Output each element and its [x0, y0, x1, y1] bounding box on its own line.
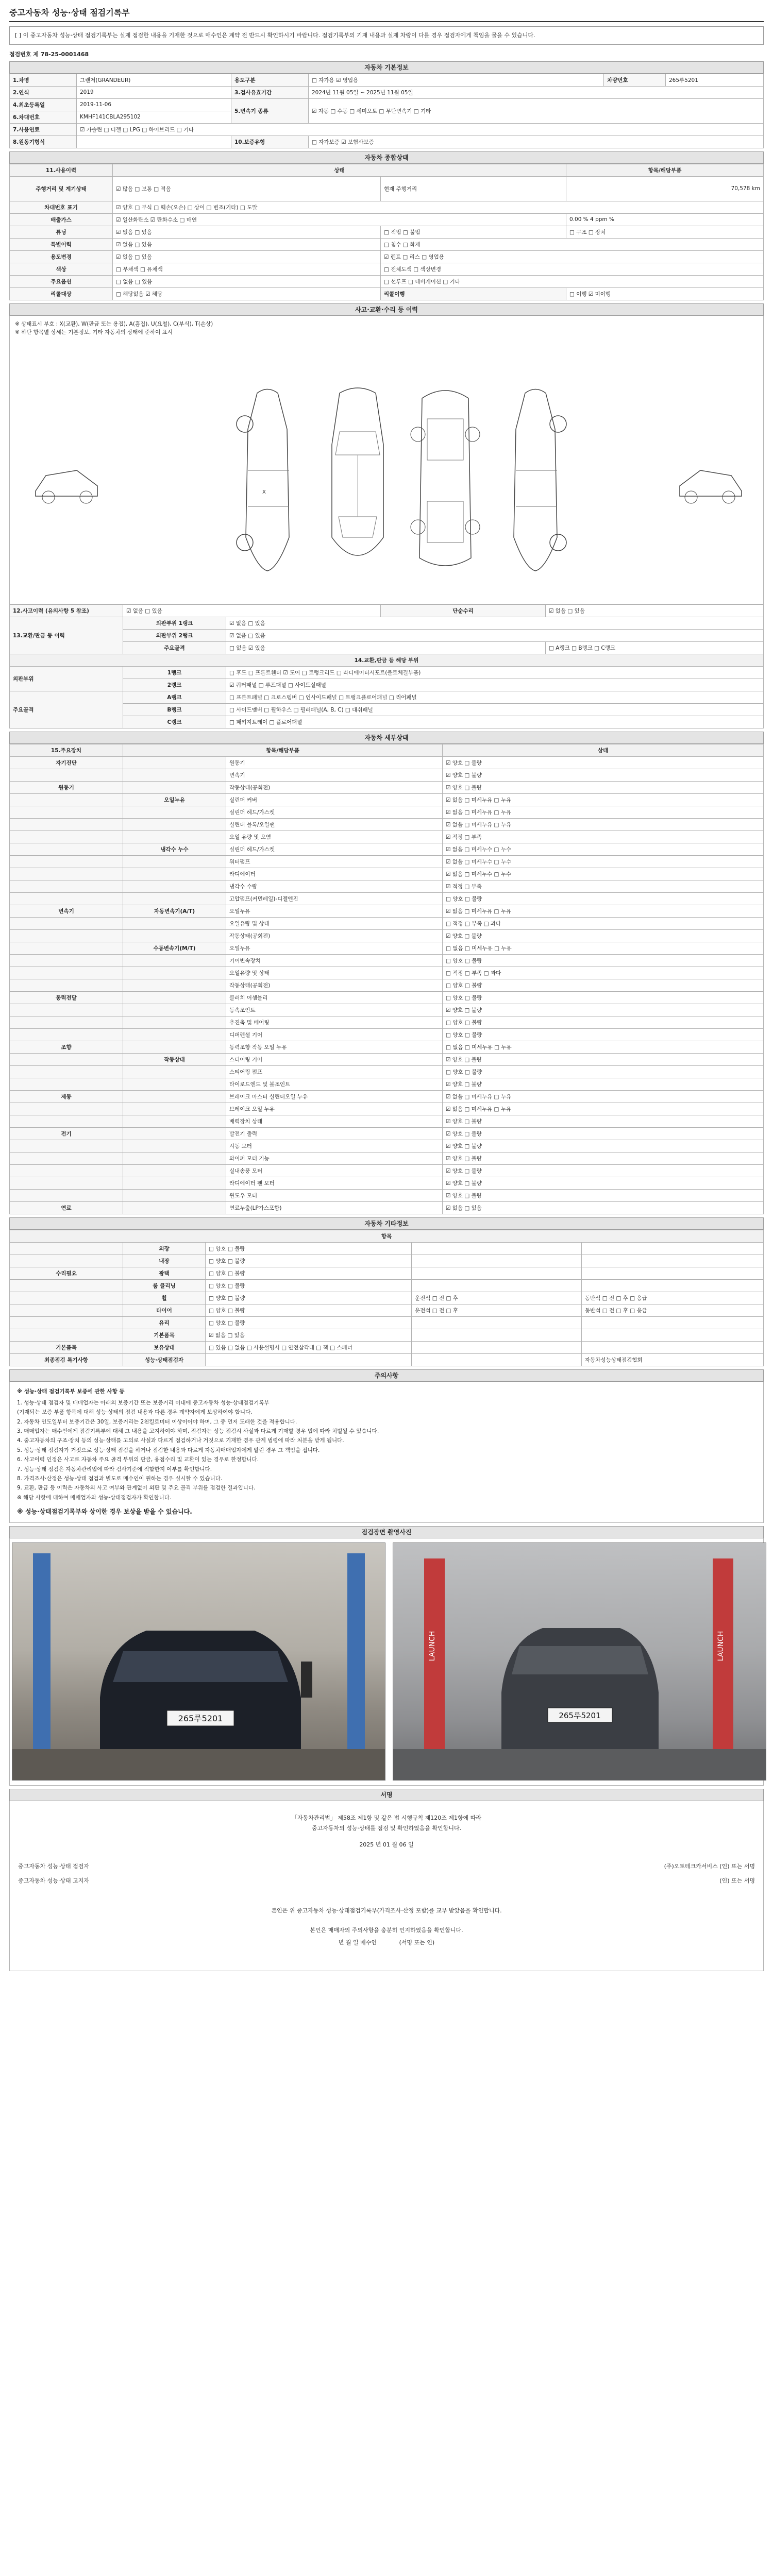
table-row: 14.교환,판금 등 해당 부위 [10, 654, 764, 666]
table-row: 작동상태(공회전) □ 양호 □ 불량 [10, 979, 764, 991]
notes-line: ※ 해당 사항에 대하여 매매업자와 성능·상태점검자가 확인합니다. [17, 1494, 172, 1501]
table-row: 제동 브레이크 마스터 실린더오일 누유 ☑ 없음 □ 미세누유 □ 누유 [10, 1090, 764, 1103]
other-info-table [9, 1230, 764, 1366]
table-row: 수리필요 광택 □ 양호 □ 불량 [10, 1267, 764, 1279]
front-plate: 265루5201 [178, 1714, 223, 1724]
signature-statement-1: 「자동차관리법」 제58조 제1항 및 같은 법 시행규칙 제120조 제1항에 따라 [291, 1815, 482, 1822]
table-row: 라디에이터 팬 모터 ☑ 양호 □ 불량 [10, 1177, 764, 1189]
photo-front [12, 1543, 385, 1781]
table-row: 휠 □ 양호 □ 불량 운전석 □ 전 □ 후 동반석 □ 전 □ 후 □ 응급 [10, 1292, 764, 1304]
document-number-value: 78-25-0001468 [40, 50, 89, 58]
table-row: 자기진단 원동기 ☑ 양호 □ 불량 [10, 756, 764, 769]
table-row: 와이퍼 모터 기능 ☑ 양호 □ 불량 [10, 1152, 764, 1164]
table-row: 주요골격 A랭크 □ 프론트패널 □ 크로스멤버 □ 인사이드패널 □ 트렁크플로어패널 □ 리어패널 [10, 691, 764, 703]
overall-state-table [9, 164, 764, 300]
basic-info-table [9, 74, 764, 148]
car-profile-left-icon [30, 455, 103, 512]
section-basic-info: 자동차 기본정보 [9, 61, 764, 74]
table-row: 디퍼렌셜 기어 □ 양호 □ 불량 [10, 1028, 764, 1041]
signature-box [9, 1801, 764, 1971]
dealer-signature[interactable]: (인) 또는 서명 [719, 1877, 755, 1885]
photo-rear-illustration [393, 1543, 766, 1781]
car-right-view [494, 383, 577, 579]
table-row: 변속기 자동변속기(A/T) 오일누유 ☑ 없음 □ 미세누유 □ 누유 [10, 905, 764, 917]
table-row: 7.사용연료 ☑ 가솔린 □ 디젤 □ LPG □ 하이브리드 □ 기타 [10, 123, 764, 135]
table-row: 타이로드엔드 및 볼조인트 ☑ 양호 □ 불량 [10, 1078, 764, 1090]
table-row: 12.사고이력 (유의사항 5 참조) ☑ 없음 □ 있음 단순수리 ☑ 없음 □ 있음 [10, 604, 764, 617]
car-top-view [319, 383, 396, 579]
table-row: 외판부위 2랭크 ☑ 없음 □ 있음 [10, 629, 764, 641]
table-row: 기본품목 ☑ 없음 □ 있음 [10, 1329, 764, 1341]
signature-statement-2: 중고자동차의 성능·상태를 점검 및 확인하였음을 확인합니다. [311, 1825, 462, 1832]
accident-history-table [9, 604, 764, 728]
document-title: 중고자동차 성능·상태 점검기록부 [9, 2, 764, 22]
car-bottom-view [407, 383, 484, 579]
document-number [9, 50, 764, 58]
table-row: 연료 연료누출(LP가스포함) ☑ 없음 □ 있음 [10, 1201, 764, 1214]
buyer-date: 년 월 일 매수인 [338, 1939, 377, 1946]
table-row: 조향 동력조향 작동 오일 누유 □ 없음 □ 미세누유 □ 누유 [10, 1041, 764, 1053]
table-row: 변속기 ☑ 양호 □ 불량 [10, 769, 764, 781]
table-row: 배출가스 ☑ 일산화탄소 ☑ 탄화수소 □ 매연 0.00 % 4 ppm % [10, 213, 764, 226]
table-header-row: 11.사용이력 상태 항목/해당부품 [10, 164, 764, 176]
table-row: 기어변속장치 □ 양호 □ 불량 [10, 954, 764, 967]
table-row: 주요골격 □ 없음 ☑ 있음 □ A랭크 □ B랭크 □ C랭크 [10, 641, 764, 654]
notes-line: 4. 중고자동차의 구조·장치 등의 성능·상태를 고의로 사실과 다르게 점검하거나 거짓으로 기재한 경우 관계 법령에 따라 처분을 받게 됩니다. [17, 1437, 344, 1444]
notes-line: 9. 교환, 판금 등 이력은 자동차의 사고 여부와 관계없이 외판 및 주요 골격 부위를 점검한 결과입니다. [17, 1485, 256, 1492]
lift-brand-left: LAUNCH [428, 1631, 436, 1662]
document-number-label: 점검번호 제 [9, 50, 39, 58]
table-row: 외장 □ 양호 □ 불량 [10, 1242, 764, 1255]
table-row: 워터펌프 ☑ 없음 □ 미세누수 □ 누수 [10, 855, 764, 868]
table-row: 유리 □ 양호 □ 불량 [10, 1316, 764, 1329]
table-row: 작동상태(공회전) ☑ 양호 □ 불량 [10, 929, 764, 942]
notes-line: 5. 성능·상태 점검자가 거짓으로 성능·상태 점검을 하거나 점검한 내용과 다르게 자동차매매업자에게 알린 경우 그 책임을 집니다. [17, 1447, 320, 1453]
notes-line: 1. 성능·상태 점검자 및 매매업자는 아래의 보증기간 또는 보증거리 이내에 중고자동차 성능·상태점검기록부 [17, 1399, 270, 1406]
table-row: 실린더 블록/오일팬 ☑ 없음 □ 미세누유 □ 누유 [10, 818, 764, 831]
inspector-label: 중고자동차 성능·상태 점검자 [18, 1863, 90, 1870]
table-row: 등속조인트 ☑ 양호 □ 불량 [10, 1004, 764, 1016]
table-row: 1.차명 그랜저(GRANDEUR) 용도구분 □ 자가용 ☑ 영업용 차량번호 265루5201 [10, 74, 764, 86]
detail-state-table [9, 744, 764, 1214]
table-row: 스티어링 펌프 □ 양호 □ 불량 [10, 1065, 764, 1078]
table-row: 색상 □ 무채색 □ 유채색 □ 전체도색 □ 색상변경 [10, 263, 764, 275]
table-row: 실린더 헤드/가스켓 ☑ 없음 □ 미세누유 □ 누유 [10, 806, 764, 818]
notes-box [9, 1382, 764, 1523]
car-left-view [226, 383, 309, 579]
table-row: 고압펌프(커먼레일)-디젤엔진 □ 양호 □ 불량 [10, 892, 764, 905]
photo-area [9, 1538, 764, 1786]
table-header-row: 15.주요장치 항목/해당부품 상태 [10, 744, 764, 756]
notes-line: 6. 사고이력 인정은 사고로 자동차 주요 골격 부위의 판금, 용접수리 및 교환이 있는 경우로 한정합니다. [17, 1456, 259, 1463]
table-row: 윈도우 모터 ☑ 양호 □ 불량 [10, 1189, 764, 1201]
notes-line: 8. 가격조사·산정은 성능·상태 점검과 별도로 매수인이 원하는 경우 실시할 수 있습니다. [17, 1475, 223, 1482]
signature-date: 2025 년 01 월 06 일 [359, 1841, 414, 1849]
table-row: 기본품목 보유상태 □ 있음 □ 없음 □ 사용설명서 □ 안전삼각대 □ 잭 □ 스패너 [10, 1341, 764, 1353]
buyer-statement: 본인은 위 중고자동차 성능·상태점검기록부(가격조사·산정 포함)를 교부 받았음을 확인합니다. [271, 1907, 502, 1914]
section-other-info: 자동차 기타정보 [9, 1217, 764, 1230]
car-diagram-row [10, 383, 763, 579]
table-row: 원동기 작동상태(공회전) ☑ 양호 □ 불량 [10, 781, 764, 793]
table-row: 오일 유량 및 오염 ☑ 적정 □ 부족 [10, 831, 764, 843]
table-row: 전기 발전기 출력 ☑ 양호 □ 불량 [10, 1127, 764, 1140]
table-row: 8.원동기형식 10.보증유형 □ 자가보증 ☑ 보험사보증 [10, 135, 764, 148]
table-row: 오일누유 실린더 커버 ☑ 없음 □ 미세누유 □ 누유 [10, 793, 764, 806]
table-row: 튜닝 ☑ 없음 □ 있음 □ 적법 □ 불법 □ 구조 □ 장치 [10, 226, 764, 238]
table-row: 차대번호 표기 ☑ 양호 □ 부식 □ 훼손(오손) □ 상이 □ 변조(기타) □ 도말 [10, 201, 764, 213]
table-row: 2랭크 ☑ 쿼터패널 □ 루프패널 □ 사이드실패널 [10, 679, 764, 691]
table-row: 브레이크 오일 누유 ☑ 없음 □ 미세누유 □ 누유 [10, 1103, 764, 1115]
legend-line-2: ※ 하단 항목별 상세는 기본정보, 기타 자동차의 상태에 준하여 표시 [15, 329, 173, 336]
table-row: 주요옵션 □ 없음 □ 있음 □ 선루프 □ 네비게이션 □ 기타 [10, 275, 764, 287]
table-row: 특별이력 ☑ 없음 □ 있음 □ 침수 □ 화재 [10, 238, 764, 250]
photo-rear [393, 1543, 766, 1781]
section-overall-state: 자동차 종합상태 [9, 151, 764, 164]
notes-line: 2. 자동차 인도일부터 보증기간은 30일, 보증거리는 2천킬로미터 이상이어야 하며, 그 중 먼저 도래한 것을 적용합니다. [17, 1418, 297, 1425]
notes-line: 7. 성능·상태 점검은 자동차관리법에 따라 검사기준에 적합한지 여부를 확인합니다. [17, 1466, 212, 1472]
table-row: 리콜대상 □ 해당없음 ☑ 해당 리콜이행 □ 이행 ☑ 미이행 [10, 287, 764, 300]
section-signature: 서명 [9, 1789, 764, 1801]
table-row: 시동 모터 ☑ 양호 □ 불량 [10, 1140, 764, 1152]
table-header-row: 항목 [10, 1230, 764, 1242]
table-row: 4.최초등록일 2019-11-06 5.변속기 종류 ☑ 자동 □ 수동 □ 세미오토 □ 무단변속기 □ 기타 [10, 98, 764, 111]
table-row: 오일유량 및 상태 □ 적정 □ 부족 □ 과다 [10, 967, 764, 979]
photo-front-illustration [12, 1543, 385, 1781]
table-row: 라디에이터 ☑ 없음 □ 미세누수 □ 누수 [10, 868, 764, 880]
table-row: 최종점검 특기사항 성능·상태점검자 자동차성능상태점검협회 [10, 1353, 764, 1366]
table-row: 추진축 및 베어링 □ 양호 □ 불량 [10, 1016, 764, 1028]
table-row: 룸 클리닝 □ 양호 □ 불량 [10, 1279, 764, 1292]
section-detail-state: 자동차 세부상태 [9, 732, 764, 744]
table-row: 실내송풍 모터 ☑ 양호 □ 불량 [10, 1164, 764, 1177]
table-row: B랭크 □ 사이드멤버 □ 휠하우스 □ 필러패널(A, B, C) □ 대쉬패널 [10, 703, 764, 716]
notes-heading: ※ 성능·상태 점검기록부 보증에 관한 사항 등 [17, 1388, 125, 1395]
table-row: 외판부위 1랭크 □ 후드 □ 프론트휀더 ☑ 도어 □ 트렁크리드 □ 라디에이터서포트(볼트체결부품) [10, 666, 764, 679]
table-row: 13.교환/판금 등 이력 외판부위 1랭크 ☑ 없음 □ 있음 [10, 617, 764, 629]
table-row: C랭크 □ 패키지트레이 □ 플로어패널 [10, 716, 764, 728]
table-row: 배력장치 상태 ☑ 양호 □ 불량 [10, 1115, 764, 1127]
table-row: 냉각수 수량 ☑ 적정 □ 부족 [10, 880, 764, 892]
table-row: 주행거리 및 계기상태 ☑ 많음 □ 보통 □ 적음 현재 주행거리 70,578 km [10, 176, 764, 201]
table-row: 용도변경 ☑ 없음 □ 있음 ☑ 렌트 □ 리스 □ 영업용 [10, 250, 764, 263]
svg-text:X: X [262, 489, 266, 495]
section-accident-history: 사고·교환·수리 등 이력 [9, 303, 764, 316]
notes-line: (기재되는 보증 부품 항목에 대해 성능·상태의 점검 내용과 다른 경우 계약자에게 보상하여야 합니다. [17, 1409, 253, 1416]
table-row: 작동상태 스티어링 기어 ☑ 양호 □ 불량 [10, 1053, 764, 1065]
dealer-label: 중고자동차 성능·상태 고지자 [18, 1877, 90, 1885]
lift-brand-right: LAUNCH [717, 1631, 725, 1662]
buyer-statement-2: 본인은 매매자의 주의사항을 충분히 인지하였음을 확인합니다. [310, 1927, 463, 1934]
table-row: 오일유량 및 상태 □ 적정 □ 부족 □ 과다 [10, 917, 764, 929]
buyer-sign-line[interactable] [10, 1938, 763, 1946]
notes-warning: ※ 성능·상태점검기록부와 상이한 경우 보상을 받을 수 있습니다. [17, 1508, 192, 1516]
legend-line-1: ※ 상태표시 부호 : X(교환), W(판금 또는 용접), A(흠집), U(요철), C(부식), T(손상) [15, 320, 213, 327]
table-row: 6.차대번호 KMHF141CBLA295102 [10, 111, 764, 123]
table-row: 내장 □ 양호 □ 불량 [10, 1255, 764, 1267]
car-profile-right-icon [675, 455, 747, 512]
table-row: 냉각수 누수 실린더 헤드/가스켓 ☑ 없음 □ 미세누수 □ 누수 [10, 843, 764, 855]
notice-box: [ ] 이 중고자동차 성능·상태 점검기록부는 실제 점검한 내용을 기재한 것으로 매수인은 계약 전 반드시 확인하시기 바랍니다. 점검기록부의 기재 내용과 실제 차량이 다를 경우 점검자에게 책임을 물을 수 있습니다. [9, 26, 764, 45]
section-photos: 점검장면 촬영사진 [9, 1526, 764, 1538]
table-row: 2.연식 2019 3.검사유효기간 2024년 11월 05일 ~ 2025년 11월 05일 [10, 86, 764, 98]
section-notes: 주의사항 [9, 1369, 764, 1382]
buyer-signature[interactable]: (서명 또는 인) [399, 1939, 435, 1946]
notes-line: 3. 매매업자는 매수인에게 점검기록부에 대해 그 내용을 고지하여야 하며, 점검자는 성능 점검시 사실과 다르게 기재할 경우 법에 따라 처벌될 수 있습니다. [17, 1428, 379, 1435]
table-row: 수동변속기(M/T) 오일누유 □ 없음 □ 미세누유 □ 누유 [10, 942, 764, 954]
inspector-signature[interactable]: (주)오토테크카서비스 (인) 또는 서명 [664, 1863, 755, 1870]
car-diagram-area [9, 316, 764, 604]
table-row: 타이어 □ 양호 □ 불량 운전석 □ 전 □ 후 동반석 □ 전 □ 후 □ 응급 [10, 1304, 764, 1316]
rear-plate: 265루5201 [559, 1711, 601, 1721]
table-row: 동력전달 클러치 어셈블리 □ 양호 □ 불량 [10, 991, 764, 1004]
